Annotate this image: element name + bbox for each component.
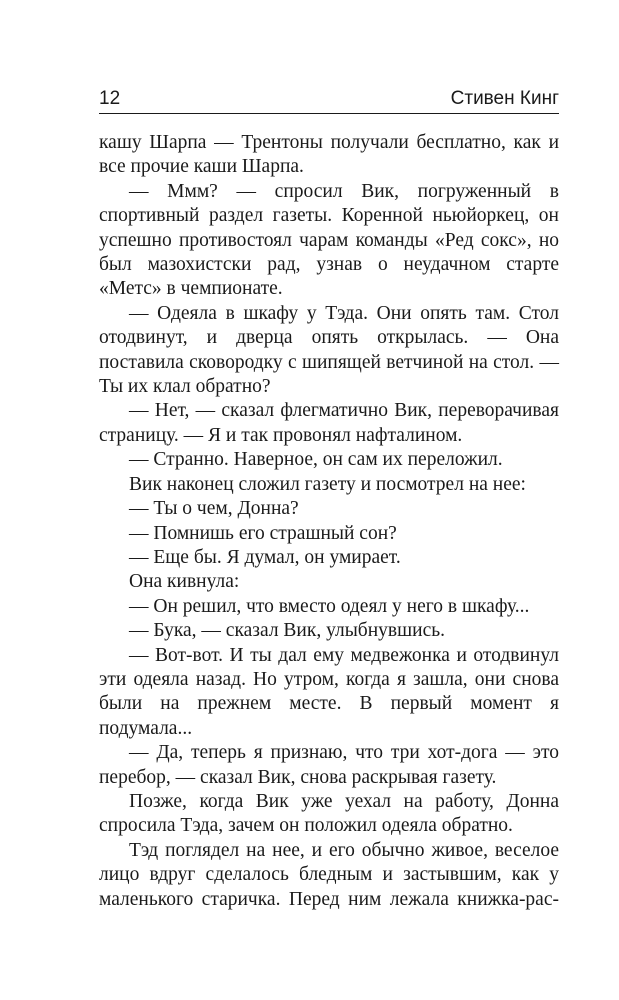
paragraph: — Одеяла в шкафу у Тэда. Они опять там. Стол отодвинут, и дверца опять открылась. — Она поставила сковородку с шипящей ветчиной на стол. — Ты их клал обратно? bbox=[99, 302, 559, 398]
paragraph: — Ммм? — спросил Вик, погруженный в спортивный раздел газеты. Коренной ньюйоркец, он успешно противостоял чарам команды «Ред сокс», но был мазохистски рад, узнав о неудачном старте «Метс» в чемпионате. bbox=[99, 180, 559, 300]
paragraph: — Бука, — сказал Вик, улыбнувшись. bbox=[129, 620, 445, 642]
paragraph: — Да, теперь я признаю, что три хот-дога — это перебор, — сказал Вик, снова раскрывая газету. bbox=[99, 742, 559, 788]
paragraph: Вик наконец сложил газету и посмотрел на нее: bbox=[129, 473, 526, 495]
page-number: 12 bbox=[99, 88, 121, 109]
paragraph: Тэд поглядел на нее, и его обычно живое, веселое лицо вдруг сделалось бледным и застывшим, как у маленького старичка. Перед ним лежала книжка-рас- bbox=[99, 839, 559, 910]
paragraph: — Ты о чем, Донна? bbox=[129, 498, 299, 520]
page-header bbox=[99, 88, 559, 112]
paragraph: Позже, когда Вик уже уехал на работу, Донна спросила Тэда, зачем он положил одеяла обратно. bbox=[99, 790, 559, 837]
paragraph: — Нет, — сказал флегматично Вик, переворачивая страницу. — Я и так провонял нафталином. bbox=[99, 400, 559, 446]
paragraph: — Еще бы. Я думал, он умирает. bbox=[129, 546, 401, 568]
paragraph: — Странно. Наверное, он сам их переложил. bbox=[129, 449, 503, 471]
paragraph: — Помнишь его страшный сон? bbox=[129, 522, 397, 544]
paragraph: кашу Шарпа — Трентоны получали бесплатно, как и все прочие каши Шарпа. bbox=[99, 132, 559, 178]
paragraph: — Вот-вот. И ты дал ему медвежонка и отодвинул эти одеяла назад. Но утром, когда я зашла, они снова были на прежнем месте. В первый момент я подумала... bbox=[99, 644, 559, 739]
header-rule bbox=[99, 113, 559, 114]
paragraph: — Он решил, что вместо одеял у него в шкафу... bbox=[129, 595, 530, 617]
running-head-author: Стивен Кинг bbox=[450, 88, 559, 109]
paragraph: Она кивнула: bbox=[129, 571, 240, 593]
page-body bbox=[99, 131, 559, 912]
